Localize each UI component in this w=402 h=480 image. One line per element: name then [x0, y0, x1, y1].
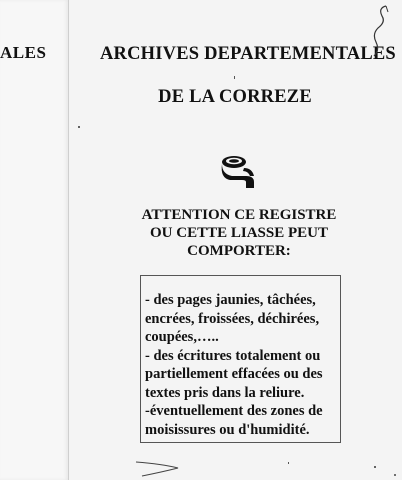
- archive-seal-icon: [216, 150, 260, 190]
- facing-page-strip: [0, 0, 69, 480]
- ink-speck: [374, 466, 376, 468]
- archive-title-line2: DE LA CORREZE: [158, 87, 312, 107]
- attention-heading: [130, 206, 348, 260]
- handwritten-scribble-mark: [364, 0, 394, 60]
- ink-speck: [234, 76, 235, 79]
- attention-line: COMPORTER:: [187, 243, 291, 259]
- attention-line: OU CETTE LIASSE PEUT: [150, 225, 328, 241]
- archive-title-line1: ARCHIVES DEPARTEMENTALES: [100, 44, 396, 64]
- warning-line: textes pris dans la reliure.: [145, 384, 305, 401]
- attention-line: ATTENTION CE REGISTRE: [141, 207, 337, 223]
- warning-box: [140, 275, 341, 443]
- facing-page-title-fragment: ALES: [0, 43, 47, 62]
- handwritten-squiggle-mark: [132, 458, 192, 478]
- ink-speck: [78, 126, 80, 128]
- warning-line: - des pages jaunies, tâchées,: [145, 292, 316, 308]
- warning-line: coupées,…..: [145, 329, 219, 345]
- ink-speck: [288, 462, 289, 464]
- ink-speck: [394, 474, 396, 476]
- warning-line: -éventuellement des zones de: [145, 403, 323, 419]
- warning-line: - des écritures totalement ou: [145, 347, 321, 364]
- warning-line: partiellement effacées ou des: [145, 366, 323, 382]
- warning-line: encrées, froissées, déchirées,: [145, 310, 320, 327]
- warning-line: moisissures ou d'humidité.: [145, 421, 310, 438]
